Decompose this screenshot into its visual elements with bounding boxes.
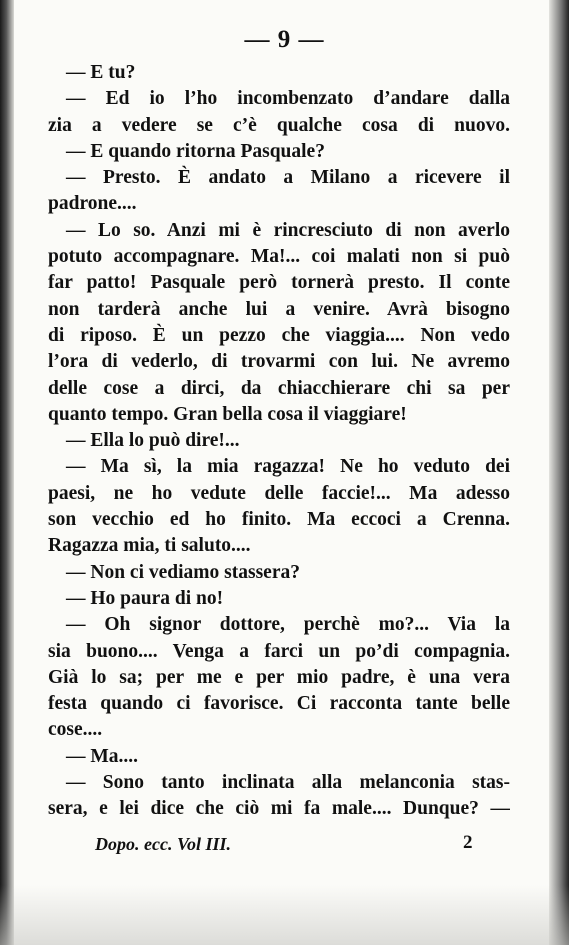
- text-line: — Sono tanto inclinata alla melanconia stas-: [66, 772, 510, 794]
- page-gutter-shadow: [0, 0, 14, 945]
- text-line: — Ed io l’ho incombenzato d’andare dalla: [66, 88, 510, 110]
- text-line: — Non ci vediamo stassera?: [66, 561, 300, 583]
- text-line: far patto! Pasquale però tornerà presto. Il conte: [48, 272, 510, 294]
- text-line: zia a vedere se c’è qualche cosa di nuovo.: [48, 114, 510, 136]
- text-line: — Oh signor dottore, perchè mo?... Via la: [66, 614, 510, 636]
- text-line: quanto tempo. Gran bella cosa il viaggiare!: [48, 403, 407, 425]
- text-line: — E tu?: [66, 62, 136, 83]
- text-line: son vecchio ed ho finito. Ma eccoci a Crenna.: [48, 509, 510, 531]
- page-number: — 9 —: [244, 26, 325, 53]
- text-line: potuto accompagnare. Ma!... coi malati non si può: [48, 246, 510, 268]
- text-line: — Ma....: [66, 745, 139, 767]
- text-line: l’ora di vederlo, di trovarmi con lui. Ne avremo: [48, 351, 510, 373]
- body-text: [48, 60, 510, 823]
- text-line: paesi, ne ho vedute delle faccie!... Ma adesso: [48, 482, 510, 504]
- text-line: di riposo. È un pezzo che viaggia.... Non vedo: [48, 324, 510, 346]
- footer-volume-note: Dopo. ecc. Vol III.: [95, 834, 231, 854]
- page-bottom-tint: [0, 885, 569, 945]
- text-line: — Lo so. Anzi mi è rincresciuto di non averlo: [66, 219, 510, 241]
- text-line: cose....: [48, 719, 103, 741]
- text-line: sera, e lei dice che ciò mi fa male.... Dunque? —: [48, 798, 510, 820]
- text-line: padrone....: [48, 193, 137, 215]
- text-line: sia buono.... Venga a farci un po’di compagnia.: [48, 640, 510, 662]
- text-line: — Presto. È andato a Milano a ricevere il: [66, 167, 510, 189]
- text-line: non tarderà anche lui a venire. Avrà bisogno: [48, 298, 510, 320]
- text-line: Ragazza mia, ti saluto....: [48, 535, 251, 557]
- text-line: delle cose a dirci, da chiacchierare chi sa per: [48, 377, 510, 399]
- text-line: — Ella lo può dire!...: [66, 430, 240, 452]
- text-line: Già lo sa; per me e per mio padre, è una vera: [48, 666, 510, 688]
- text-line: — Ho paura di no!: [66, 587, 224, 609]
- page-edge-shadow: [549, 0, 569, 945]
- text-line: festa quando ci favorisce. Ci racconta tante belle: [48, 693, 510, 715]
- footer-signature-mark: 2: [463, 832, 473, 853]
- text-line: — E quando ritorna Pasquale?: [66, 140, 325, 162]
- text-line: — Ma sì, la mia ragazza! Ne ho veduto dei: [66, 456, 510, 478]
